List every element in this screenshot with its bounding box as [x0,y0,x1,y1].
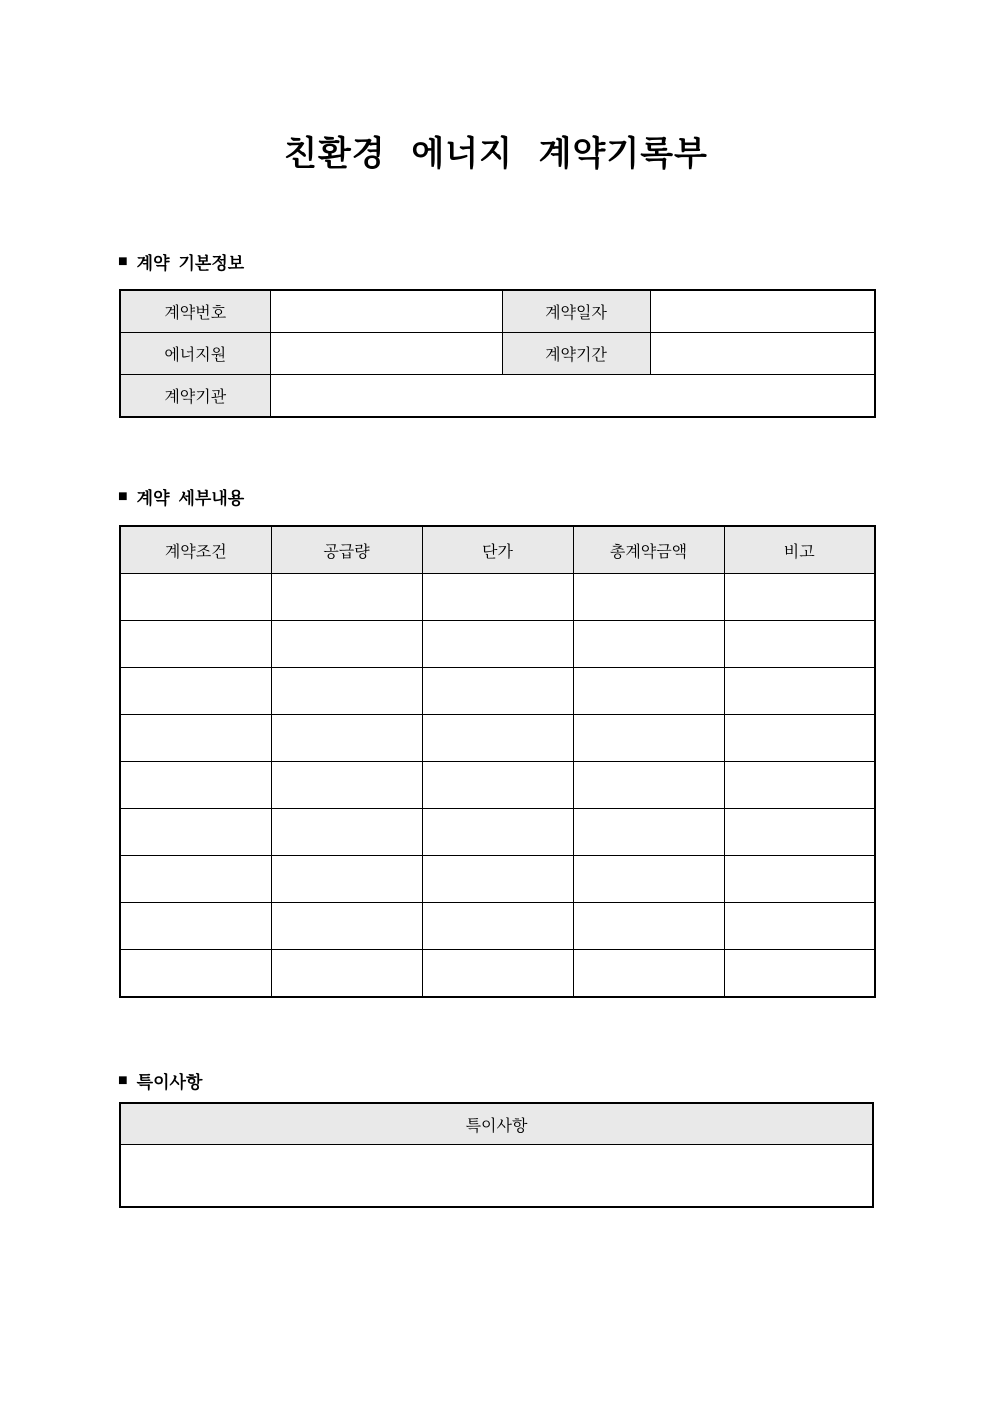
details-cell-r1-c3[interactable] [422,574,573,621]
details-column-header-4: 총계약금액 [573,526,724,574]
details-header-row [120,526,875,574]
details-row-1 [120,574,875,621]
details-cell-r3-c5[interactable] [724,668,875,715]
details-cell-r1-c5[interactable] [724,574,875,621]
details-cell-r7-c3[interactable] [422,856,573,903]
square-bullet-icon: ■ [118,1071,128,1089]
details-cell-r1-c1[interactable] [120,574,271,621]
details-cell-r4-c3[interactable] [422,715,573,762]
value-cell-contract-period[interactable] [650,333,875,375]
details-cell-r5-c1[interactable] [120,762,271,809]
details-cell-r3-c1[interactable] [120,668,271,715]
details-column-header-5: 비고 [724,526,875,574]
label-cell-contract-period: 계약기간 [502,333,650,375]
details-cell-r2-c4[interactable] [573,621,724,668]
value-cell-energy-source[interactable] [270,333,502,375]
notes-table [119,1102,874,1208]
details-cell-r6-c1[interactable] [120,809,271,856]
details-cell-r5-c3[interactable] [422,762,573,809]
label-cell-energy-source: 에너지원 [120,333,270,375]
details-cell-r4-c4[interactable] [573,715,724,762]
details-row-2 [120,621,875,668]
details-cell-r6-c3[interactable] [422,809,573,856]
details-row-3 [120,668,875,715]
section-heading-basic-info-label: 계약 기본정보 [136,254,245,273]
details-row-4 [120,715,875,762]
value-cell-contract-agency[interactable] [270,375,875,418]
label-cell-contract-agency: 계약기관 [120,375,270,418]
label-cell-contract-number: 계약번호 [120,290,270,333]
square-bullet-icon: ■ [118,252,128,270]
details-column-header-2: 공급량 [271,526,422,574]
section-heading-details [118,484,244,509]
details-cell-r1-c2[interactable] [271,574,422,621]
details-cell-r8-c1[interactable] [120,903,271,950]
details-cell-r4-c2[interactable] [271,715,422,762]
square-bullet-icon: ■ [118,487,128,505]
basic-info-table [119,289,876,418]
details-column-header-3: 단가 [422,526,573,574]
details-row-8 [120,903,875,950]
details-cell-r2-c5[interactable] [724,621,875,668]
details-cell-r8-c5[interactable] [724,903,875,950]
details-row-5 [120,762,875,809]
details-cell-r5-c2[interactable] [271,762,422,809]
details-cell-r7-c1[interactable] [120,856,271,903]
details-cell-r2-c1[interactable] [120,621,271,668]
basic-info-row-3 [120,375,875,418]
label-cell-contract-date: 계약일자 [502,290,650,333]
section-heading-notes-label: 특이사항 [136,1073,203,1092]
basic-info-row-2 [120,333,875,375]
details-cell-r9-c2[interactable] [271,950,422,998]
details-cell-r4-c1[interactable] [120,715,271,762]
value-cell-contract-number[interactable] [270,290,502,333]
document-title: 친환경 에너지 계약기록부 [284,135,708,173]
details-cell-r3-c3[interactable] [422,668,573,715]
details-cell-r9-c5[interactable] [724,950,875,998]
details-cell-r8-c3[interactable] [422,903,573,950]
details-cell-r3-c2[interactable] [271,668,422,715]
details-cell-r8-c4[interactable] [573,903,724,950]
section-heading-notes [118,1068,202,1093]
value-cell-contract-date[interactable] [650,290,875,333]
details-cell-r7-c2[interactable] [271,856,422,903]
details-cell-r2-c3[interactable] [422,621,573,668]
details-cell-r6-c2[interactable] [271,809,422,856]
details-cell-r9-c4[interactable] [573,950,724,998]
details-row-6 [120,809,875,856]
details-table [119,525,876,998]
details-cell-r9-c1[interactable] [120,950,271,998]
details-cell-r5-c4[interactable] [573,762,724,809]
details-cell-r6-c4[interactable] [573,809,724,856]
details-cell-r6-c5[interactable] [724,809,875,856]
details-cell-r5-c5[interactable] [724,762,875,809]
section-heading-details-label: 계약 세부내용 [136,489,245,508]
notes-header-cell: 특이사항 [120,1103,873,1145]
details-cell-r7-c4[interactable] [573,856,724,903]
notes-header-row [120,1103,873,1145]
section-heading-basic-info [118,249,244,274]
notes-body-row [120,1145,873,1208]
details-cell-r1-c4[interactable] [573,574,724,621]
notes-value-cell[interactable] [120,1145,873,1208]
details-column-header-1: 계약조건 [120,526,271,574]
details-cell-r9-c3[interactable] [422,950,573,998]
basic-info-row-1 [120,290,875,333]
details-cell-r8-c2[interactable] [271,903,422,950]
details-cell-r3-c4[interactable] [573,668,724,715]
details-cell-r7-c5[interactable] [724,856,875,903]
details-row-9 [120,950,875,998]
details-cell-r2-c2[interactable] [271,621,422,668]
details-row-7 [120,856,875,903]
details-cell-r4-c5[interactable] [724,715,875,762]
